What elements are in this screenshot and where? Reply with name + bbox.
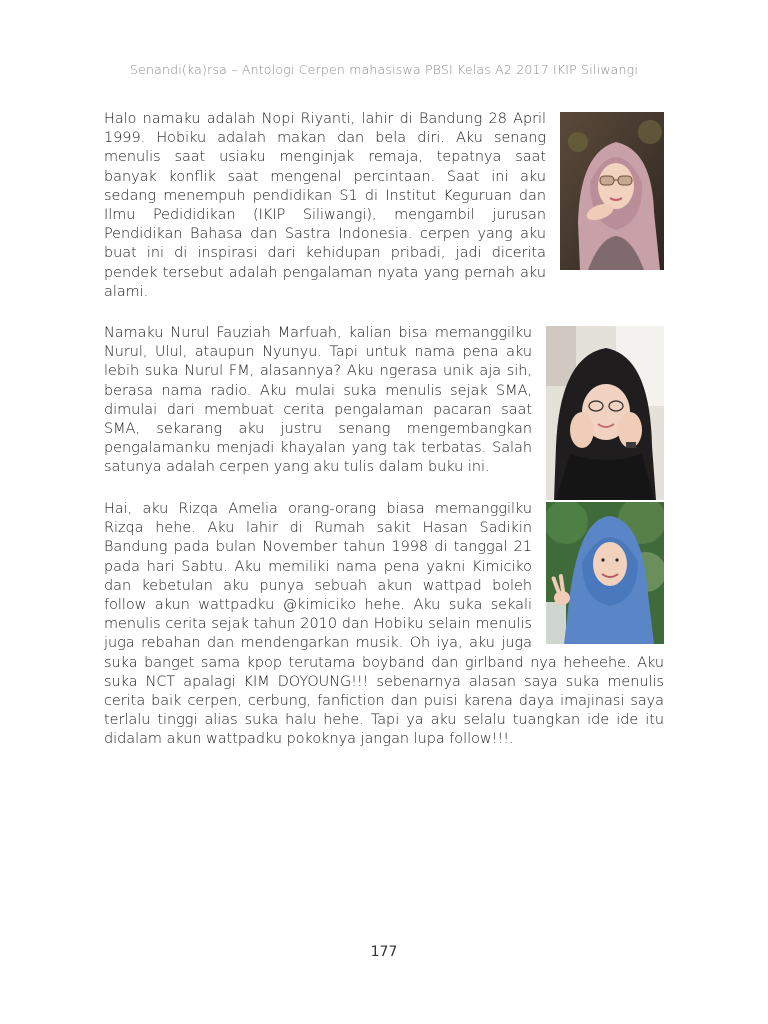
author-bio-1-text: Halo namaku adalah Nopi Riyanti, lahir di Bandung 28 April 1999. Hobiku adalah makan dan bela diri. Aku senang menulis saat usiaku menginjak remaja, tepatnya saat banyak konflik saat mengenal percintaan. Saat ini aku sedang menempuh pendidikan S1 di Institut Keguruan dan Ilmu Pedididikan (IKIP Siliwangi), mengambil jurusan Pendidikan Bahasa dan Sastra Indonesia. cerpen yang aku buat ini di inspirasi dari kehidupan pribadi, jadi dicerita pendek tersebut adalah pengalaman nyata yang pernah aku alami. — [104, 111, 546, 300]
author-photo-2 — [546, 326, 664, 500]
portrait-woman-black-hijab-icon — [546, 326, 664, 500]
author-bio-2 — [104, 324, 664, 478]
author-photo-1 — [560, 112, 664, 270]
page-content — [104, 110, 664, 772]
portrait-woman-pink-hijab-icon — [560, 112, 664, 270]
portrait-woman-blue-hijab-icon — [546, 502, 664, 644]
author-bio-1 — [104, 110, 664, 302]
author-bio-3-text: Hai, aku Rizqa Amelia orang-orang biasa memanggilku Rizqa hehe. Aku lahir di Rumah sakit Hasan Sadikin Bandung pada bulan November tahun 1998 di tanggal 21 pada hari Sabtu. Aku memiliki nama pena yakni Kimiciko dan kebetulan aku punya sebuah akun wattpad boleh follow akun wattpadku @kimiciko hehe. Aku suka sekali menulis cerita sejak tahun 2010 dan Hobiku selain menulis juga rebahan dan mendengarkan musik. Oh iya, aku juga suka banget sama kpop terutama boyband dan girlband nya heheehe. Aku suka NCT apalagi KIM DOYOUNG!!! sebenarnya alasan saya suka menulis cerita baik cerpen, cerbung, fanfiction dan puisi karena daya imajinasi saya terlalu tinggi alias suka halu hehe. Tapi ya aku selalu tuangkan ide ide itu didalam akun wattpadku pokoknya jangan lupa follow!!!. — [104, 501, 664, 748]
author-bio-3 — [104, 500, 664, 750]
page-number: 177 — [370, 944, 398, 960]
running-header: Senandi(ka)rsa – Antologi Cerpen mahasiswa PBSI Kelas A2 2017 IKIP Siliwangi — [129, 62, 639, 77]
author-photo-3 — [546, 502, 664, 644]
author-bio-2-text: Namaku Nurul Fauziah Marfuah, kalian bisa memanggilku Nurul, Ulul, ataupun Nyunyu. Tapi untuk nama pena aku lebih suka Nurul FM, alasannya? Aku ngerasa unik aja sih, berasa nama radio. Aku mulai suka menulis sejak SMA, dimulai dari membuat cerita pengalaman pacaran saat SMA, sekarang aku justru senang mengembangkan pengalamanku menjadi khayalan yang tak terbatas. Salah satunya adalah cerpen yang aku tulis dalam buku ini. — [104, 325, 532, 476]
